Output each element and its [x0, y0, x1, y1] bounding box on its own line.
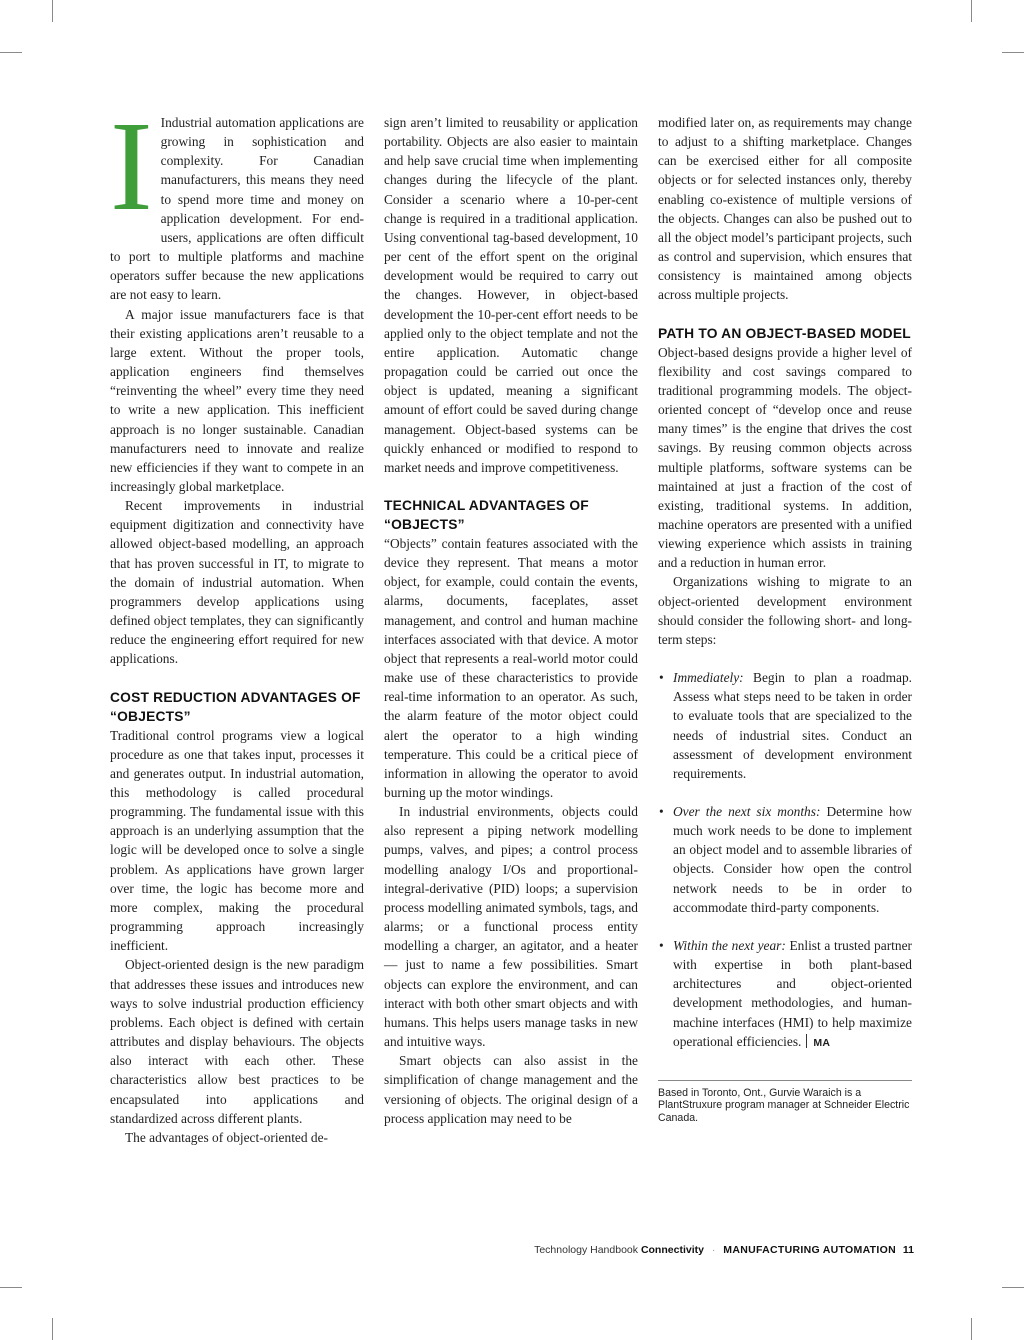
drop-cap: I — [110, 95, 153, 237]
body-paragraph: modified later on, as requirements may change to adjust to a shifting marketplace. Changes can be exercised either for all composite objects or for selected instances only, thereby enabling co-existence of multiple versions of the objects. Changes can also be pushed out to all the object model’s participant projects, such as control and supervision, which ensures that consistency is maintained among objects across multiple projects. — [658, 115, 912, 303]
bullet-icon: • — [659, 670, 664, 686]
trim-mark — [0, 52, 22, 53]
bullet-lead: Within the next year: — [673, 937, 786, 953]
signoff: MA — [813, 1036, 831, 1049]
signoff-divider — [806, 1034, 807, 1048]
bullet-icon: • — [659, 937, 664, 953]
bullet-text: Begin to plan a roadmap. Assess what steps need to be taken in order to evaluate tools that are specialized to the needs of industrial sites. Conduct an assessment of development environment requirements. — [673, 670, 912, 781]
list-item — [658, 936, 912, 1053]
author-bio — [658, 1080, 912, 1125]
body-paragraph: Recent improvements in industrial equipment digitization and connectivity have allowed object-based modelling, an approach that has proven successful in IT, to migrate to the domain of industrial automation. When programmers develop applications using defined object templates, they can significantly reduce the engineering effort required for new applications. — [110, 498, 364, 667]
body-paragraph: A major issue manufacturers face is that their existing applications aren’t reusable to a large extent. Without the proper tools, application engineers find themselves “reinventing the wheel” every time they need to write a new application. This inefficient approach is no longer sustainable. Canadian manufacturers need to innovate and realize new efficiencies if they want to compete in an increasingly global marketplace. — [110, 306, 364, 494]
body-paragraph: Smart objects can also assist in the simplification of change management and the versioning of objects. The original design of a process application may need to be — [384, 1053, 638, 1126]
author-bio-text: Based in Toronto, Ont., Gurvie Waraich is a PlantStruxure program manager at Schneider Electric Canada. — [658, 1086, 910, 1124]
section-heading: TECHNICAL ADVANTAGES OF “OBJECTS” — [384, 497, 589, 532]
footer-handbook: Technology Handbook — [534, 1244, 639, 1256]
trim-mark — [1002, 52, 1024, 53]
body-paragraph: Organizations wishing to migrate to an object-oriented development environment should consider the following short- and long-term steps: — [658, 574, 912, 647]
list-item — [658, 668, 912, 783]
trim-mark — [1002, 1287, 1024, 1288]
body-paragraph: The advantages of object-oriented de- — [125, 1129, 328, 1145]
list-item — [658, 802, 912, 917]
body-paragraph: In industrial environments, objects could also represent a piping network modelling pumps, valves, and pipes; a control process modelling analogy I/Os and proportional-integral-derivative (PID) loops; a supervision process modelling animated symbols, tags, and alarms; or a functional process entity modelling a charger, an agitator, and a heater — just to name a few possibilities. Smart objects can explore the environment, and can interact with both other smart objects and with humans. This helps users manage tasks in new and intuitive ways. — [384, 804, 638, 1050]
trim-mark — [52, 1318, 53, 1340]
steps-list — [658, 668, 912, 1053]
bullet-text: Enlist a trusted partner with expertise in both plant-based architectures and object-oriented development methodologies, and human-machine interfaces (HMI) to help maximize operational efficiencies. — [673, 937, 912, 1049]
trim-mark — [971, 0, 972, 22]
section-heading: COST REDUCTION ADVANTAGES OF “OBJECTS” — [110, 689, 361, 724]
bullet-icon: • — [659, 804, 664, 819]
body-paragraph: Object-based designs provide a higher level of flexibility and cost savings compared to traditional programming models. The object-oriented concept of “develop once and reuse many times” is the engine that drives the cost savings. By reusing common objects across multiple platforms, software systems can be maintained at just a fraction of the cost of existing, traditional systems. In addition, machine operators are presented with a unified viewing experience which assists in training and a reduction in human error. — [658, 344, 912, 571]
article-column-3 — [658, 113, 912, 1124]
intro-text: Industrial automation applications are growing in sophistication and complexity. For Canadian manufacturers, this means they need to spend more time and money on application development. For end-users, applications are often difficult to port to multiple platforms and machine operators suffer because the new applications are not easy to learn. — [110, 115, 364, 303]
body-paragraph: “Objects” contain features associated with the device they represent. That means a motor object, for example, could contain the events, alarms, documents, faceplates, asset management, and control and human machine interfaces associated with that device. A motor object that represents a real-world motor could make use of these characteristics to provide real-time information to an operator. As such, the alarm feature of the motor object could alert the operator to a high winding temperature. This could be a critical piece of information in allowing the operator to avoid burning up the motor windings. — [384, 535, 638, 800]
bullet-lead: Over the next six months: — [673, 804, 821, 819]
article-column-2 — [384, 113, 638, 1128]
section-heading: PATH TO AN OBJECT-BASED MODEL — [658, 325, 911, 341]
body-paragraph: sign aren’t limited to reusability or application portability. Objects are also easier to maintain and help save crucial time when implementing changes during the lifecycle of the plant. Consider a scenario where a 10-per-cent change is required in a traditional application. Using conventional tag-based development, 10 per cent of the effort spent on the original development would be required to carry out the changes. However, in object-based development the 10-per-cent effort needs to be applied only to the object template and not the entire application. Automatic change propagation could be carried out once the object is updated, meaning a significant amount of effort could be saved during change management. Object-based systems can be quickly enhanced or modified to respond to market needs and improve competitiveness. — [384, 115, 638, 475]
trim-mark — [0, 1287, 22, 1288]
page-footer — [534, 1244, 914, 1256]
bullet-lead: Immediately: — [673, 670, 744, 686]
bullet-text: Determine how much work needs to be done to implement an object model and to assemble libraries of objects. Consider how open the control network needs to be in order to accommodate third-party components. — [673, 804, 913, 915]
intro-paragraph — [110, 95, 364, 305]
body-paragraph: Object-oriented design is the new paradigm that addresses these issues and introduces new ways to solve industrial production efficiency problems. Each object is defined with certain attributes and display behaviours. The objects also interact with each other. These characteristics allow best practices to be encapsulated into applications and standardized across different plants. — [110, 957, 364, 1126]
footer-publication: MANUFACTURING AUTOMATION — [723, 1244, 896, 1256]
page-number: 11 — [902, 1244, 914, 1256]
trim-mark — [971, 1318, 972, 1340]
footer-separator: · — [711, 1244, 716, 1256]
footer-section: Connectivity — [640, 1244, 704, 1256]
article-column-1 — [110, 95, 364, 1147]
trim-mark — [52, 0, 53, 22]
body-paragraph: Traditional control programs view a logical procedure as one that takes input, processes it and generates output. In industrial automation, this methodology is called procedural programming. The fundamental issue with this approach is an underlying assumption that the logic will be developed once to solve a single problem. As applications have grown larger over time, the logic has become more and more complex, making the procedural programming approach increasingly inefficient. — [110, 727, 364, 954]
